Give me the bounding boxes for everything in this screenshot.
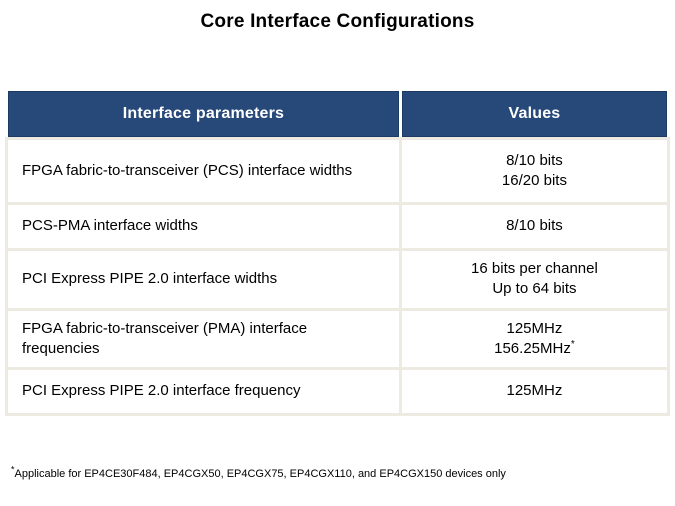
footnote-reference: * <box>570 338 575 350</box>
table-body <box>7 139 669 415</box>
value-text: 8/10 bits <box>506 217 563 235</box>
table-row <box>7 309 669 369</box>
footnote-text: Applicable for EP4CE30F484, EP4CGX50, EP4CGX75, EP4CGX110, and EP4CGX150 devices only <box>14 468 506 480</box>
value-text: Up to 64 bits <box>492 280 577 298</box>
parameter-cell: PCI Express PIPE 2.0 interface frequency <box>7 369 401 415</box>
value-cell <box>400 309 668 369</box>
header-row <box>7 90 669 139</box>
footnote-marker: * <box>11 464 15 475</box>
core-interface-table <box>5 88 670 416</box>
value-cell <box>400 204 668 250</box>
column-header-values: Values <box>400 90 668 139</box>
table-row <box>7 369 669 415</box>
value-line <box>408 216 661 236</box>
table-header <box>7 90 669 139</box>
page-title: Core Interface Configurations <box>200 11 475 32</box>
value-line <box>408 171 661 191</box>
value-line <box>408 319 661 339</box>
value-text: 156.25MHz <box>494 339 571 357</box>
value-line <box>408 151 661 171</box>
table-row <box>7 139 669 204</box>
value-line <box>408 279 661 299</box>
value-text: 125MHz <box>506 319 563 337</box>
parameter-cell: PCI Express PIPE 2.0 interface widths <box>7 250 401 310</box>
value-text: 125MHz <box>506 382 563 400</box>
value-cell <box>400 139 668 204</box>
table-row <box>7 204 669 250</box>
value-text: 8/10 bits <box>506 151 563 169</box>
footnote <box>11 464 506 480</box>
parameter-cell: FPGA fabric-to-transceiver (PMA) interface frequencies <box>7 309 401 369</box>
value-line <box>408 339 661 359</box>
value-text: 16 bits per channel <box>471 260 598 277</box>
table-row <box>7 250 669 310</box>
value-cell <box>400 369 668 415</box>
parameter-cell: PCS-PMA interface widths <box>7 204 401 250</box>
value-text: 16/20 bits <box>501 172 567 189</box>
column-header-interface-parameters: Interface parameters <box>7 90 401 139</box>
value-line <box>408 381 661 401</box>
value-line <box>408 259 661 279</box>
value-cell <box>400 250 668 310</box>
core-interface-table-container <box>5 88 670 416</box>
parameter-cell: FPGA fabric-to-transceiver (PCS) interface widths <box>7 139 401 204</box>
